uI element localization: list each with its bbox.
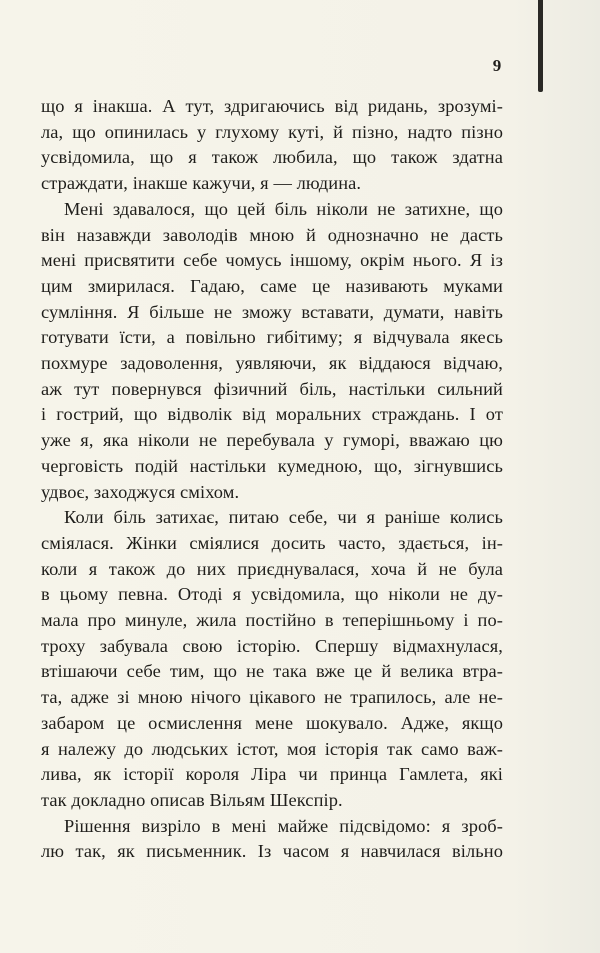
text-line: ла, що опинилась у глухому куті, й пізно, надто пізно bbox=[41, 121, 503, 142]
paragraph bbox=[41, 197, 503, 505]
text-line: страждати, інакше кажучи, я — людина. bbox=[41, 173, 362, 194]
text-line: коли я також до них приєднувалася, хоча й не була bbox=[41, 558, 503, 579]
text-line: сумління. Я більше не зможу вставати, думати, навіть bbox=[41, 301, 503, 322]
text-line: сміялася. Жінки сміялися досить часто, здається, ін- bbox=[41, 532, 503, 553]
text-line: усвідомила, що я також любила, що також здатна bbox=[41, 147, 503, 168]
text-line: похмуре задоволення, уявляючи, як віддаюся відчаю, bbox=[41, 353, 503, 374]
text-line: Коли біль затихає, питаю себе, чи я раніше колись bbox=[64, 507, 503, 528]
text-line: цим змирилася. Гадаю, саме це називають муками bbox=[41, 275, 503, 296]
text-line: аж тут повернувся фізичний біль, настільки сильний bbox=[41, 378, 503, 399]
text-line: лива, як історії короля Ліра чи принца Гамлета, які bbox=[41, 764, 503, 785]
text-line: я належу до людських істот, моя історія так само важ- bbox=[41, 738, 503, 759]
text-line: так докладно описав Вільям Шекспір. bbox=[41, 789, 343, 810]
text-line: забаром це осмислення мене шокувало. Адже, якщо bbox=[41, 712, 503, 733]
text-line: уже я, яка ніколи не перебувала у гуморі, вважаю цю bbox=[41, 430, 503, 451]
paragraph bbox=[41, 505, 503, 813]
page-number: 9 bbox=[492, 56, 502, 75]
text-line: мала про минуле, жила постійно в теперішньому і по- bbox=[41, 610, 503, 631]
text-line: мені присвятити себе чомусь іншому, окрім нього. Я із bbox=[41, 250, 503, 271]
text-line: лю так, як письменник. Із часом я навчилася вільно bbox=[41, 841, 503, 862]
text-line: в цьому певна. Отоді я усвідомила, що ніколи не ду- bbox=[41, 584, 503, 605]
text-line: та, адже зі мною нічого цікавого не трапилось, але не- bbox=[41, 687, 503, 708]
text-line: троху забувала свою історію. Спершу відмахнулася, bbox=[41, 635, 503, 656]
text-line: черговість подій настільки кумедною, що, зігнувшись bbox=[41, 455, 503, 476]
text-line: готувати їсти, а повільно гибітиму; я відчувала якесь bbox=[41, 327, 503, 348]
text-line: Мені здавалося, що цей біль ніколи не затихне, що bbox=[64, 198, 503, 219]
paragraph bbox=[41, 94, 503, 197]
text-line: він назавжди заволодів мною й однозначно не дасть bbox=[41, 224, 503, 245]
text-line: Рішення визріло в мені майже підсвідомо: я зроб- bbox=[64, 815, 503, 836]
body-text bbox=[41, 94, 503, 865]
paragraph bbox=[41, 814, 503, 865]
text-line: удвоє, заходжуся сміхом. bbox=[41, 481, 240, 502]
text-line: і гострий, що відволік від моральних страждань. І от bbox=[41, 404, 503, 425]
bookmark-ribbon bbox=[538, 0, 543, 92]
text-line: що я інакша. А тут, здригаючись від ридань, зрозумі- bbox=[41, 96, 503, 116]
text-line: втішаючи себе тим, що не така вже це й велика втра- bbox=[41, 661, 503, 682]
